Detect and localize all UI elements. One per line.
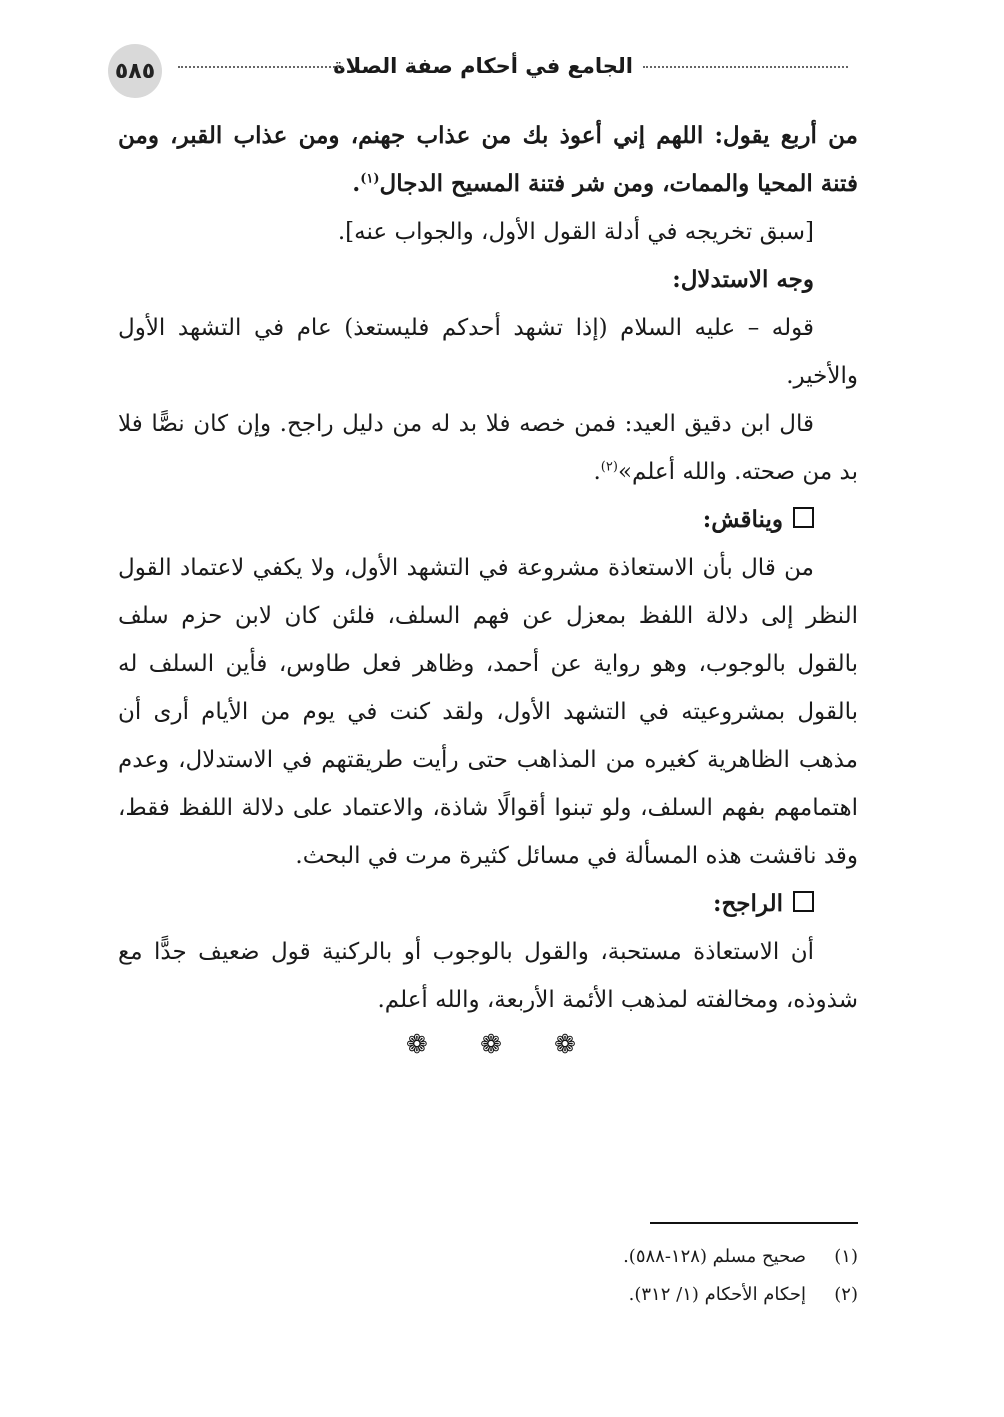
hadith-paragraph <box>118 112 858 208</box>
heading-wajh-al-istidlal: وجه الاستدلال: <box>672 266 814 293</box>
footnote-number: (٢) <box>834 1284 858 1305</box>
checkbox-square-icon <box>793 507 814 528</box>
footnote-separator <box>650 1222 858 1224</box>
footnote-ref-1[interactable]: (١) <box>360 171 380 187</box>
header-dotted-rule-left <box>178 66 343 68</box>
hadith-text: من أربع يقول: اللهم إني أعوذ بك من عذاب جهنم، ومن عذاب القبر، ومن فتنة المحيا والممات، ومن شر فتنة المسيح الدجال <box>118 122 858 197</box>
footnote-1 <box>118 1238 858 1276</box>
takhrij-note: [سبق تخريجه في أدلة القول الأول، والجواب عنه]. <box>337 219 814 245</box>
heading-yunaqash <box>118 496 858 544</box>
istidlal-paragraph: قوله – عليه السلام (إذا تشهد أحدكم فليستعذ) عام في التشهد الأول والأخير. <box>118 315 858 389</box>
footnote-2 <box>118 1276 858 1314</box>
main-text <box>118 112 858 1024</box>
page-number-badge: ٥٨٥ <box>108 44 162 98</box>
ibn-daqiq-end: . <box>593 459 601 485</box>
ibn-daqiq-quote <box>118 400 858 496</box>
page-header <box>108 44 848 94</box>
running-title: الجامع في أحكام صفة الصلاة <box>333 54 633 78</box>
header-dotted-rule-right <box>643 66 848 68</box>
section-divider-ornaments: ❁ ❁ ❁ <box>406 1030 598 1060</box>
heading-yunaqash-label: ويناقش: <box>702 506 783 533</box>
discussion-paragraph: من قال بأن الاستعاذة مشروعة في التشهد الأول، ولا يكفي لاعتماد القول النظر إلى دلالة اللفظ بمعزل عن فهم السلف، فلئن كان لابن حزم سلف بالقول بالوجوب، وهو رواية عن أحمد، وظاهر فعل طاوس، فأين السلف له بالقول بمشروعيته في التشهد الأول، ولقد كنت في يوم من الأيام أرى أن مذهب الظاهرية كغيره من المذاهب حتى رأيت طريقتهم في الاستدلال، وعدم اهتمامهم بفهم السلف، ولو تبنوا أقوالًا شاذة، والاعتماد على دلالة اللفظ فقط، وقد ناقشت هذه المسألة في مسائل كثيرة مرت في البحث. <box>118 555 858 869</box>
checkbox-square-icon <box>793 891 814 912</box>
footnote-text: إحكام الأحكام (١/ ٣١٢). <box>628 1284 806 1305</box>
heading-rajih-label: الراجح: <box>712 890 783 917</box>
ibn-daqiq-text: قال ابن دقيق العيد: فمن خصه فلا بد له من دليل راجح. وإن كان نصًّا فلا بد من صحته. والله أعلم» <box>118 411 858 485</box>
conclusion-paragraph: أن الاستعاذة مستحبة، والقول بالوجوب أو بالركنية قول ضعيف جدًّا مع شذوذه، ومخالفته لمذهب الأئمة الأربعة، والله أعلم. <box>118 939 858 1013</box>
heading-rajih <box>118 880 858 928</box>
footnote-ref-2[interactable]: (٢) <box>600 459 618 475</box>
footnotes <box>118 1238 858 1314</box>
hadith-end: . <box>352 170 361 197</box>
footnote-text: صحيح مسلم (١٢٨-٥٨٨). <box>623 1246 806 1267</box>
footnote-number: (١) <box>834 1246 858 1267</box>
